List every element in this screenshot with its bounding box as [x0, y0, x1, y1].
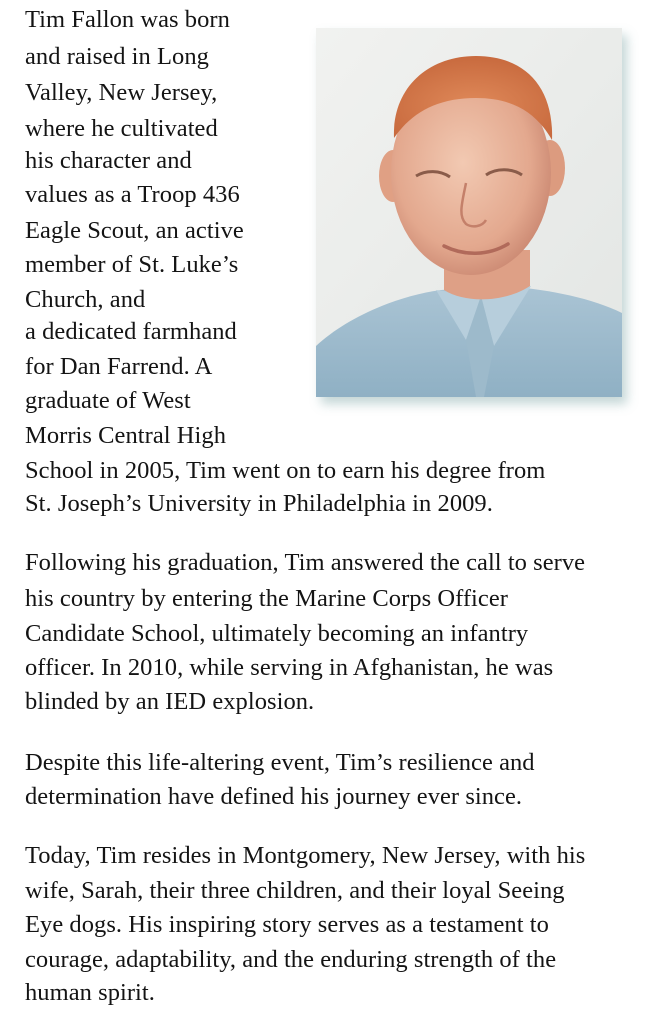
- bio-line: his country by entering the Marine Corps Officer: [25, 585, 508, 612]
- portrait-illustration: [316, 28, 622, 397]
- bio-line: where he cultivated: [25, 115, 218, 142]
- bio-line: Tim Fallon was born: [25, 6, 230, 33]
- bio-line: Eagle Scout, an active: [25, 217, 244, 244]
- bio-line: for Dan Farrend. A: [25, 353, 213, 380]
- bio-line: wife, Sarah, their three children, and their loyal Seeing: [25, 877, 565, 904]
- bio-line: courage, adaptability, and the enduring strength of the: [25, 946, 557, 973]
- bio-line: Today, Tim resides in Montgomery, New Jersey, with his: [25, 842, 586, 869]
- bio-line: School in 2005, Tim went on to earn his degree from: [25, 457, 546, 484]
- bio-line: a dedicated farmhand: [25, 318, 237, 345]
- bio-line: Candidate School, ultimately becoming an infantry: [25, 620, 529, 647]
- bio-line: values as a Troop 436: [25, 181, 240, 208]
- bio-line: Following his graduation, Tim answered the call to serve: [25, 549, 586, 576]
- bio-line: Valley, New Jersey,: [25, 79, 218, 106]
- bio-line: determination have defined his journey ever since.: [25, 783, 523, 810]
- bio-line: officer. In 2010, while serving in Afghanistan, he was: [25, 654, 554, 681]
- bio-line: Church, and: [25, 286, 146, 313]
- bio-line: Despite this life-altering event, Tim’s resilience and: [25, 749, 535, 776]
- bio-line: Morris Central High: [25, 422, 227, 449]
- bio-line: St. Joseph’s University in Philadelphia in 2009.: [25, 490, 493, 517]
- bio-line: his character and: [25, 147, 192, 174]
- bio-line: blinded by an IED explosion.: [25, 688, 315, 715]
- bio-line: and raised in Long: [25, 43, 209, 70]
- bio-line: member of St. Luke’s: [25, 251, 239, 278]
- bio-line: Eye dogs. His inspiring story serves as a testament to: [25, 911, 549, 938]
- bio-line: human spirit.: [25, 979, 155, 1006]
- bio-line: graduate of West: [25, 387, 191, 414]
- portrait-photo: [316, 28, 622, 397]
